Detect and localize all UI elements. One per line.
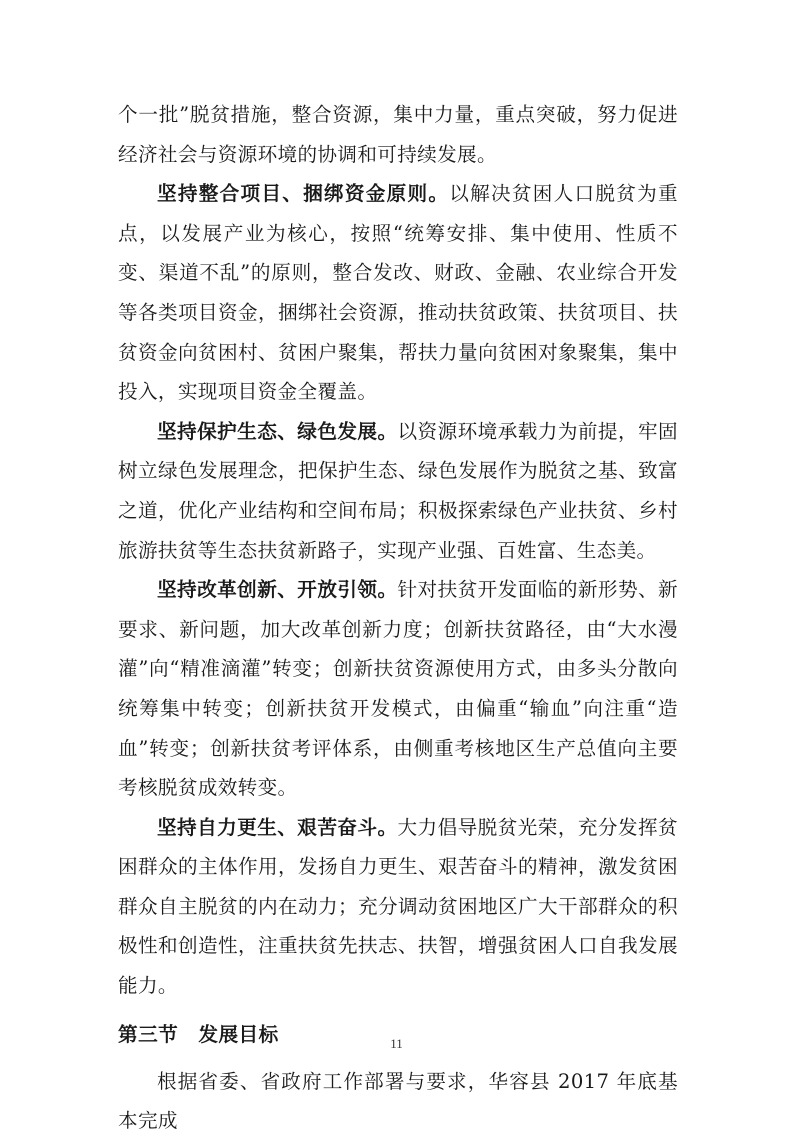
paragraph-goals-intro (118, 1062, 678, 1141)
paragraph-continuation (118, 95, 678, 174)
paragraph-principle-self-reliance (118, 808, 678, 1006)
paragraph-lead: 坚持保护生态、绿色发展。 (157, 419, 398, 443)
paragraph-principle-ecology (118, 412, 678, 570)
paragraph-lead: 坚持改革创新、开放引领。 (157, 578, 398, 602)
paragraph-body: 以资源环境承载力为前提，牢固树立绿色发展理念，把保护生态、绿色发展作为脱贫之基、致富之道，优化产业结构和空间布局；积极探索绿色产业扶贫、乡村旅游扶贫等生态扶贫新路子，实现产业强、百姓富、生态美。 (118, 419, 679, 562)
section-heading: 第三节 发展目标 (118, 1022, 279, 1046)
paragraph-lead: 坚持自力更生、艰苦奋斗。 (157, 815, 398, 839)
paragraph-body: 以解决贫困人口脱贫为重点，以发展产业为核心，按照“统筹安排、集中使用、性质不变、渠道不乱”的原则，整合发改、财政、金融、农业综合开发等各类项目资金，捆绑社会资源，推动扶贫政策、扶贫项目、扶贫资金向贫困村、贫困户聚集，帮扶力量向贫困对象聚集，集中投入，实现项目资金全覆盖。 (118, 182, 678, 404)
paragraph-body: 大力倡导脱贫光荣，充分发挥贫困群众的主体作用，发扬自力更生、艰苦奋斗的精神，激发贫困群众自主脱贫的内在动力；充分调动贫困地区广大干部群众的积极性和创造性，注重扶贫先扶志、扶智，增强贫困人口自我发展能力。 (118, 815, 679, 998)
paragraph-principle-integration (118, 174, 678, 412)
paragraph-body: 针对扶贫开发面临的新形势、新要求、新问题，加大改革创新力度；创新扶贫路径，由“大水漫灌”向“精准滴灌”转变；创新扶贫资源使用方式，由多头分散向统筹集中转变；创新扶贫开发模式，由偏重“输血”向注重“造血”转变；创新扶贫考评体系，由侧重考核地区生产总值向主要考核脱贫成效转变。 (118, 578, 679, 800)
paragraph-principle-reform (118, 570, 678, 808)
page-number: 11 (390, 1036, 403, 1051)
paragraph-lead: 坚持整合项目、捆绑资金原则。 (157, 182, 450, 206)
paragraph-body: 根据省委、省政府工作部署与要求，华容县 2017 年底基本完成 (118, 1069, 678, 1133)
paragraph-body: 个一批”脱贫措施，整合资源，集中力量，重点突破，努力促进经济社会与资源环境的协调和可持续发展。 (118, 103, 678, 166)
body-text (118, 95, 678, 1141)
